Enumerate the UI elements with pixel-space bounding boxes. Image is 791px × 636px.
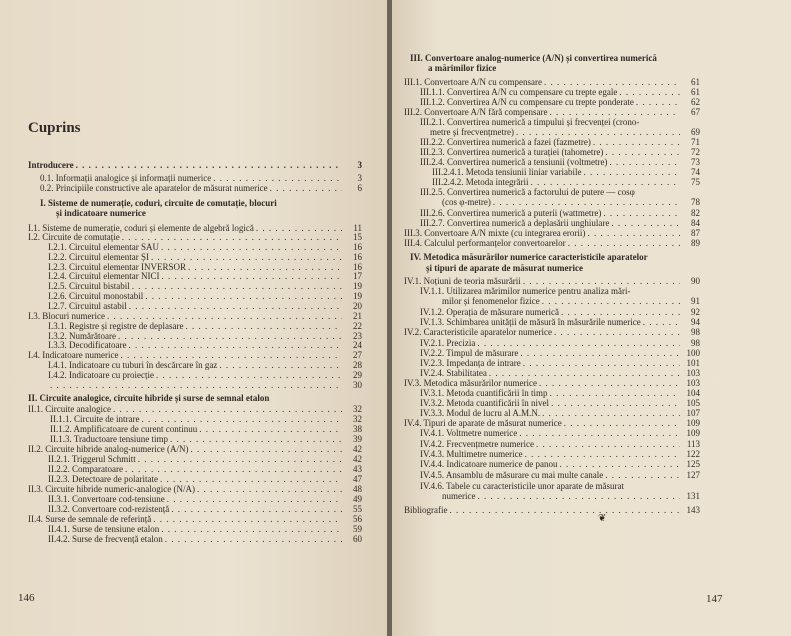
toc-entry-page: 32 <box>353 404 362 414</box>
toc-entry-title: II.1. Circuite analogice <box>28 404 111 414</box>
toc-entry-page: 98 <box>691 327 700 337</box>
toc-entry <box>40 183 362 194</box>
toc-entry-title: II.2.3. Detectoare de polaritate <box>48 474 158 484</box>
toc-entry-title: IV.1. Noțiuni de teoria măsurării <box>404 276 521 286</box>
toc-entry-title: 0.1. Informații analogice și informații numerice <box>40 173 212 183</box>
toc-entry-title: III.1. Convertoare A/N cu compensare <box>404 77 542 87</box>
toc-entry-page: 104 <box>686 388 700 398</box>
toc-entry <box>442 491 700 502</box>
toc-entry-page: 125 <box>686 459 700 469</box>
toc-entry-title: și indicatoare numerice <box>56 208 146 218</box>
toc-entry-page: 92 <box>691 307 700 317</box>
toc-entry-page: 16 <box>353 242 362 252</box>
toc-entry-page: 38 <box>353 424 362 434</box>
toc-entry-page: 20 <box>353 301 362 311</box>
toc-entry-title: I.2.1. Circuitul elementar SAU <box>48 242 159 252</box>
toc-entry-page: 22 <box>353 321 362 331</box>
toc-entry-page: 105 <box>686 398 700 408</box>
toc-entry-title: 0.2. Principiile constructive ale aparatelor de măsurat numerice <box>40 183 268 193</box>
page-number-right: 147 <box>706 593 723 605</box>
toc-entry-page: 55 <box>353 504 362 514</box>
toc-entry-page: 90 <box>691 276 700 286</box>
toc-entry-page: 75 <box>691 177 700 187</box>
toc-entry <box>56 208 146 219</box>
toc-entry-page: 89 <box>691 238 700 248</box>
toc-entry-page: 109 <box>686 428 700 438</box>
toc-entry-page: 62 <box>691 97 700 107</box>
toc-entry-title: I.4.2. Indicatoare cu proiecție <box>48 370 154 380</box>
toc-entry <box>426 263 583 274</box>
toc-entry-page: 61 <box>691 77 700 87</box>
toc-entry-title: II.1.3. Traductoare tensiune timp <box>50 434 168 444</box>
toc-entry-title: I.2.5. Circuitul bistabil <box>48 281 130 291</box>
toc-entry-page: 3 <box>357 173 362 183</box>
toc-entry-title: III.2.4.1. Metoda tensiunii liniar variabile <box>432 167 582 177</box>
toc-entry-title: IV.2. Caracteristicile aparatelor numerice <box>404 327 553 337</box>
toc-entry-title: II.3.1. Convertoare cod-tensiune <box>48 494 165 504</box>
toc-entry-page: 32 <box>353 414 362 424</box>
page-number-left: 146 <box>18 592 35 604</box>
toc-entry-title: I.2. Circuite de comutație <box>28 232 120 242</box>
toc-entry-page: 27 <box>353 350 362 360</box>
page-title: Cuprins <box>28 120 81 136</box>
toc-entry-title: milor și fenomenelor fizice <box>442 296 540 306</box>
toc-entry-title: IV.4.2. Frecvențmetre numerice <box>420 439 535 449</box>
ornament-icon: ❦ <box>598 513 607 524</box>
toc-entry-page: 17 <box>353 271 362 281</box>
toc-entry-title: I.2.6. Circuitul monostabil <box>48 291 144 301</box>
toc-entry-page: 42 <box>353 444 362 454</box>
toc-entry-page: 143 <box>686 505 700 515</box>
toc-entry-title: III.2.4. Convertirea numerică a tensiunii (voltmetre) <box>420 157 608 167</box>
toc-entry-title: II.2.2. Comparatoare <box>48 464 123 474</box>
toc-entry-title: II.2.1. Triggerul Schmitt <box>48 454 136 464</box>
toc-entry-title: a mărimilor fizice <box>428 63 497 73</box>
toc-entry-title: IV.1.3. Schimbarea unității de măsură în măsurările numerice <box>420 317 641 327</box>
toc-entry-page: 60 <box>353 534 362 544</box>
toc-entry-title: IV.3.1. Metoda cuantificării în timp <box>420 388 548 398</box>
toc-entry-title: Introducere <box>28 160 74 170</box>
toc-entry-page: 19 <box>353 281 362 291</box>
toc-entry-page: 103 <box>686 378 700 388</box>
dot-leader <box>477 491 680 502</box>
toc-entry-page: 16 <box>353 252 362 262</box>
toc-entry-title: III.2. Convertoare A/N fără compensare <box>404 107 548 117</box>
toc-entry-title: III.2.4.2. Metoda integrării <box>432 177 529 187</box>
toc-entry-title: III.1.1. Convertirea A/N cu compensare cu trepte egale <box>420 87 618 97</box>
toc-entry-page: 113 <box>686 439 700 449</box>
toc-entry-page: 131 <box>686 491 700 501</box>
toc-entry-page: 24 <box>353 340 362 350</box>
toc-entry-title: II.2. Circuite hibride analog-numerice (A/N) <box>28 444 189 454</box>
toc-entry-page: 91 <box>691 296 700 306</box>
toc-entry-title: II.4.1. Surse de tensiune etalon <box>48 524 160 534</box>
toc-entry <box>404 505 700 516</box>
toc-entry-page: 109 <box>686 418 700 428</box>
toc-entry-page: 21 <box>353 311 362 321</box>
toc-entry-page: 15 <box>353 232 362 242</box>
toc-entry-title: IV.2.3. Impedanța de intrare <box>420 358 521 368</box>
toc-entry-page: 42 <box>353 454 362 464</box>
toc-entry-title: I.3.2. Numărătoare <box>48 331 116 341</box>
toc-entry-title: I.2.7. Circuitul astabil <box>48 301 127 311</box>
toc-entry-title: IV.3.2. Metoda cuantificării în nivel <box>420 398 550 408</box>
dot-leader <box>568 238 680 249</box>
dot-leader <box>519 428 680 439</box>
toc-entry-title: I.3. Blocuri numerice <box>28 311 105 321</box>
toc-entry-title: IV.4.1. Voltmetre numerice <box>420 428 518 438</box>
toc-entry-page: 48 <box>353 484 362 494</box>
dot-leader <box>270 183 342 194</box>
toc-entry <box>28 393 269 404</box>
toc-entry-title: I.2.4. Circuitul elementar NICI <box>48 271 160 281</box>
toc-entry-page: 74 <box>691 167 700 177</box>
dot-leader <box>542 296 680 307</box>
left-page <box>0 0 387 636</box>
dot-leader <box>50 380 342 391</box>
toc-entry-title: II.3.2. Convertoare cod-rezistență <box>48 504 170 514</box>
toc-entry-title: II.4. Surse de semnale de referință <box>28 514 152 524</box>
toc-entry-title: I.2.2. Circuitul elementar ȘI <box>48 252 149 262</box>
toc-entry-page: 103 <box>686 368 700 378</box>
toc-entry-page: 59 <box>353 524 362 534</box>
toc-entry-title: I. Sisteme de numerație, coduri, circuite de comutație, blocuri <box>40 198 277 208</box>
toc-entry-title: III.2.1. Convertirea numerică a timpului și frecvenței (crono- <box>420 117 640 127</box>
toc-entry-page: 43 <box>353 464 362 474</box>
toc-entry <box>28 160 362 171</box>
toc-entry-title: IV.3.3. Modul de lucru al A.M.N. <box>420 408 541 418</box>
toc-entry-title: III.2.2. Convertirea numerică a fazei (fazmetre) <box>420 137 591 147</box>
toc-entry-page: 84 <box>691 218 700 228</box>
toc-entry-page: 23 <box>353 331 362 341</box>
toc-entry-page: 39 <box>353 434 362 444</box>
toc-entry-title: III.2.6. Convertirea numerică a puterii (wattmetre) <box>420 208 602 218</box>
toc-entry-title: II.3. Circuite hibride numeric-analogice (N/A) <box>28 484 195 494</box>
toc-entry-page: 28 <box>353 360 362 370</box>
toc-entry-title: IV.2.4. Stabilitatea <box>420 368 487 378</box>
toc-entry-title: (cos φ-metre) <box>442 197 491 207</box>
toc-entry <box>442 296 700 307</box>
toc-entry <box>442 197 700 208</box>
toc-entry <box>420 470 700 481</box>
toc-entry-title: IV.4.5. Ansamblu de măsurare cu mai multe canale <box>420 470 604 480</box>
toc-entry-page: 127 <box>686 470 700 480</box>
toc-entry-page: 29 <box>353 370 362 380</box>
toc-entry-title: I.3.3. Decodificatoare <box>48 340 127 350</box>
toc-entry-title: IV.4.4. Indicatoare numerice de panou <box>420 459 558 469</box>
toc-entry-title: II.4.2. Surse de frecvență etalon <box>48 534 163 544</box>
toc-entry-page: 56 <box>353 514 362 524</box>
toc-entry-title: I.4. Indicatoare numerice <box>28 350 119 360</box>
dot-leader <box>165 534 342 545</box>
toc-entry-page: 11 <box>353 223 362 233</box>
toc-entry-title: I.4.1. Indicatoare cu tuburi în descărcare în gaz <box>48 360 218 370</box>
toc-entry <box>48 534 362 545</box>
toc-entry-page: 100 <box>686 348 700 358</box>
toc-entry-page: 94 <box>691 317 700 327</box>
dot-leader <box>76 160 342 171</box>
toc-entry-title: III.1.2. Convertirea A/N cu compensare cu trepte ponderate <box>420 97 634 107</box>
toc-entry-title: IV.4. Tipuri de aparate de măsurat numerice <box>404 418 562 428</box>
toc-entry-title: și tipuri de aparate de măsurat numerice <box>426 263 583 273</box>
toc-entry-page: 61 <box>691 87 700 97</box>
toc-entry-page: 47 <box>353 474 362 484</box>
toc-entry <box>428 63 496 74</box>
dot-leader <box>605 470 680 481</box>
toc-entry-title: IV.3. Metodica măsurărilor numerice <box>404 378 538 388</box>
dot-leader <box>560 459 680 470</box>
toc-entry-title: IV.4.3. Multimetre numerice <box>420 449 523 459</box>
dot-leader <box>554 327 680 338</box>
toc-entry-page: 87 <box>691 228 700 238</box>
toc-entry-title: III.2.7. Convertirea numerică a deplasării unghiulare <box>420 218 610 228</box>
toc-entry-title: Bibliografie <box>404 505 448 515</box>
toc-entry-title: metre și frecvențmetre) <box>430 127 514 137</box>
toc-entry-title: IV.1.1. Utilizarea mărimilor numerice pentru analiza mări- <box>420 286 631 296</box>
toc-entry-title: numerice <box>442 491 476 501</box>
toc-entry <box>410 252 648 263</box>
toc-entry-page: 6 <box>357 183 362 193</box>
right-page <box>392 0 791 636</box>
toc-entry-page: 101 <box>686 358 700 368</box>
toc-entry-page: 3 <box>357 160 362 170</box>
toc-entry-page: 30 <box>353 380 362 390</box>
toc-entry <box>420 428 700 439</box>
dot-leader <box>450 505 681 516</box>
toc-entry-title: III.2.3. Convertirea numerică a turației (tahometre) <box>420 147 604 157</box>
toc-entry <box>420 459 700 470</box>
toc-entry-page: 82 <box>691 208 700 218</box>
toc-entry-title: III. Convertoare analog-numerice (A/N) și convertirea numerică <box>410 53 657 63</box>
toc-entry-page: 122 <box>686 449 700 459</box>
toc-entry-title: I.2.3. Circuitul elementar INVERSOR <box>48 262 186 272</box>
toc-entry-title: IV. Metodica măsurărilor numerice caracteristicile aparatelor <box>410 252 648 262</box>
toc-entry-title: IV.1.2. Operația de măsurare numerică <box>420 307 560 317</box>
toc-entry-title: II. Circuite analogice, circuite hibride și surse de semnal etalon <box>28 393 270 403</box>
toc-entry-title: IV.2.1. Precizia <box>420 338 476 348</box>
toc-entry-page: 49 <box>353 494 362 504</box>
toc-entry-title: IV.2.2. Timpul de măsurare <box>420 348 519 358</box>
toc-entry-page: 98 <box>691 338 700 348</box>
toc-entry-title: III.2.5. Convertirea numerică a factorului de putere — cosφ <box>420 187 635 197</box>
toc-entry-title: I.3.1. Registre și registre de deplasare <box>48 321 184 331</box>
toc-entry-title: III.4. Calculul performanțelor convertoarelor <box>404 238 566 248</box>
toc-entry-page: 71 <box>691 137 700 147</box>
toc-entry <box>404 327 700 338</box>
toc-entry-page: 67 <box>691 107 700 117</box>
toc-entry-title: II.1.2. Amplificatoare de curent continuu <box>50 424 198 434</box>
toc-entry-title: III.3. Convertoare A/N mixte (cu integrarea erorii) <box>404 228 586 238</box>
dot-leader <box>493 197 680 208</box>
toc-entry-page: 19 <box>353 291 362 301</box>
toc-entry-page: 16 <box>353 262 362 272</box>
toc-entry-title: IV.4.6. Tabele cu caracteristicile unor aparate de măsurat <box>420 481 624 491</box>
toc-entry <box>48 380 362 391</box>
toc-entry-page: 78 <box>691 197 700 207</box>
toc-entry-title: I.1. Sisteme de numerație, coduri și elemente de algebră logică <box>28 223 254 233</box>
toc-entry-page: 72 <box>691 147 700 157</box>
toc-entry-page: 73 <box>691 157 700 167</box>
toc-entry <box>404 238 700 249</box>
toc-entry-title: II.1.1. Circuite de intrare <box>50 414 140 424</box>
toc-entry-page: 107 <box>686 408 700 418</box>
toc-entry-page: 69 <box>691 127 700 137</box>
